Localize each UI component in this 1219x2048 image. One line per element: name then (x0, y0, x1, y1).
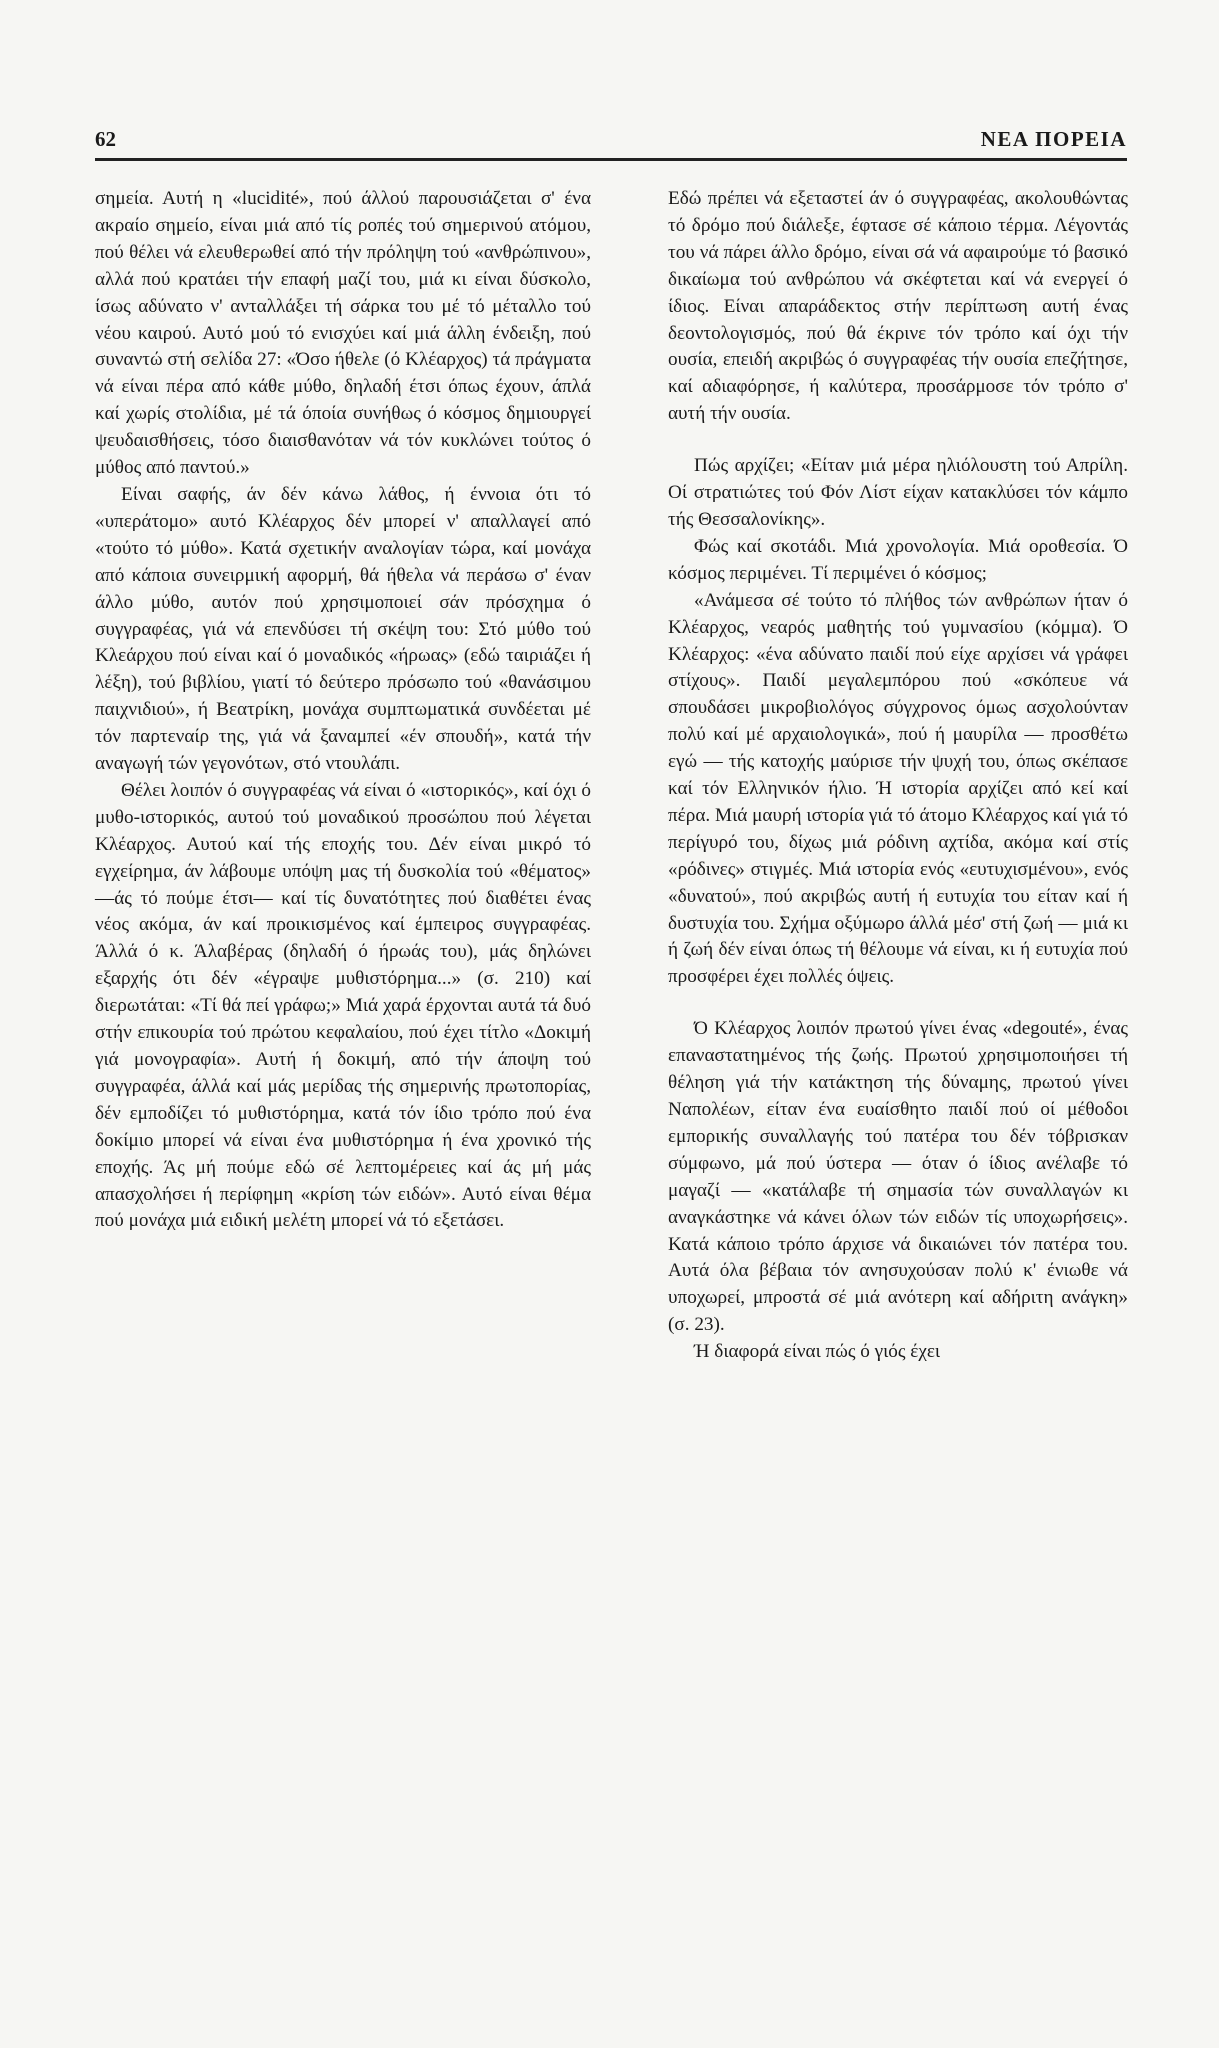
paragraph: Ό Κλέαρχος λοιπόν πρωτού γίνει ένας «degouté», ένας επαναστατημένος τής ζωής. Πρωτού χρησιμοποιήσει τή θέληση γιά τήν κατάκτηση τής δύναμης, πρωτού γίνει Ναπολέων, είταν ένα ευαίσθητο παιδί πού οί μέθοδοι εμπορικής συναλλαγής τού πατέρα του δέν τόβρισκαν σύμφωνο, μά πού ύστερα — όταν ό ίδιος ανέλαβε τό μαγαζί — «κατάλαβε τή σημασία τών συναλλαγών κι αναγκάστηκε νά κάνει όλων τών ειδών τίς υποχωρήσεις». Κατά κάποιο τρόπο άρχισε νά δικαιώνει τόν πατέρα του. Αυτά όλα βέβαια τόν ανησυχούσαν πολύ κ' ένιωθε νά υποχωρεί, μπροστά σέ μιά ανότερη καί αδήριτη ανάγκη» (σ. 23). (668, 1018, 1128, 1336)
running-header (95, 116, 1127, 152)
journal-title: ΝΕΑ ΠΟΡΕΙΑ (980, 127, 1127, 151)
paragraph: «Ανάμεσα σέ τούτο τό πλήθος τών ανθρώπων ήταν ό Κλέαρχος, νεαρός μαθητής τού γυμνασίου (κόμμα). Ό Κλέαρχος: «ένα αδύνατο παιδί πού είχε αρχίσει νά γράφει στίχους». Παιδί μεγαλεμπόρου πού «σκόπευε νά σπουδάσει μικροβιολόγος σύγχρονος όμως ασχολούνταν πολύ καί μέ αρχαιολογικά», πού ή μαυρίλα — προσθέτω εγώ — τής κατοχής μαύρισε τήν ψυχή του, όπως σκέπασε καί τόν Ελληνικόν ήλιο. Ή ιστορία αρχίζει από κεί καί πέρα. Μιά μαυρή ιστορία γιά τό άτομο Κλέαρχος καί γιά τό περίγυρό του, δίχως μιά ρόδινη αχτίδα, ακόμα καί στίς «ρόδινες» στιγμές. Μιά ιστορία ενός «ευτυχισμένου», ενός «δυνατού», πού ακριβώς αυτή ή ευτυχία του είταν καί ή δυστυχία του. Σχήμα οξύμωρο άλλά μέσ' στή ζωή — μιά κι ή ζωή δέν είναι όπως τή θέλουμε νά είναι, κι ή ευτυχία πού προσφέρει έχει πολλές όψεις. (668, 589, 1128, 988)
right-column (668, 186, 1128, 1366)
paragraph: Είναι σαφής, άν δέν κάνω λάθος, ή έννοια ότι τό «υπεράτομο» αυτό Κλέαρχος δέν μπορεί ν' απαλλαγεί από «τούτο τό μύθο». Κατά σχετικήν αναλογίαν τώρα, καί μονάχα από κάποια συνειρμική αφορμή, θά ήθελα νά περάσω σ' έναν άλλο μύθο, αυτόν πού χρησιμοποιεί σάν πρόσχημα ό συγγραφέας, γιά νά επενδύσει τή σκέψη του: Στό μύθο τού Κλεάρχου πού είναι καί ό μοναδικός «ήρωας» (εδώ ταιριάζει ή λέξη), τού βιβλίου, γιατί τό δεύτερο πρόσωπο τού «θανάσιμου παιχνιδιού», ή Βεατρίκη, μονάχα συμπτωματικά συνδέεται μέ τόν παρτεναίρ της, γιά νά ξαναμπεί «έν σπουδή», κατά τήν αναγωγή τών γεγονότων, στό ντουλάπι. (95, 483, 591, 775)
paragraph: Θέλει λοιπόν ό συγγραφέας νά είναι ό «ιστορικός», καί όχι ό μυθο-ιστορικός, αυτού τού μοναδικού προσώπου πού λέγεται Κλέαρχος. Αυτού καί τής εποχής του. Δέν είναι μικρό τό εγχείρημα, άν λάβουμε υπόψη μας τή δυσκολία τού «θέματος» —άς τό πούμε έτσι— καί τίς δυνατότητες πού διαθέτει ένας νέος ακόμα, άν καί προικισμένος καί έμπειρος συγγραφέας. Άλλά ό κ. Άλαβέρας (δηλαδή ό ήρωάς του), μάς δηλώνει εξαρχής ότι δέν «έγραψε μυθιστόρημα...» (σ. 210) καί διερωτάται: «Τί θά πεί γράφω;» Μιά χαρά έρχονται αυτά τά δυό στήν επικουρία τού πρώτου κεφαλαίου, πού έχει τίτλο «Δοκιμή γιά μονογραφία». Αυτή ή δοκιμή, από τήν άποψη τού συγγραφέα, άλλά καί μάς μερίδας τής σημερινής πρωτοπορίας, δέν εμποδίζει τό μυθιστόρημα, κατά τόν ίδιο τρόπο πού ένα δοκίμιο μπορεί νά είναι ένα μυθιστόρημα ή ένα χρονικό τής εποχής. Άς μή πούμε εδώ σέ λεπτομέρειες καί άς μή μάς απασχολήσει ή περίφημη «κρίση τών ειδών». Αυτό είναι θέμα πού μονάχα μιά ειδική μελέτη μπορεί νά τό εξετάσει. (95, 779, 591, 1232)
paragraph: σημεία. Αυτή η «lucidité», πού άλλού παρουσιάζεται σ' ένα ακραίο σημείο, είναι μιά από τίς ροπές τού σημερινού ατόμου, πού θέλει νά ελευθερωθεί από τήν πρόληψη τού «ανθρώπινου», αλλά πού κρατάει τήν επαφή μαζί του, μιά κι είναι δύσκολο, ίσως αδύνατο ν' ανταλλάξει τή σάρκα του μέ τό μέταλλο τού νέου καιρού. Αυτό μού τό ενισχύει καί μιά άλλη ένδειξη, πού συναντώ στή σελίδα 27: «Όσο ήθελε (ό Κλέαρχος) τά πράγματα νά είναι πέρα από κάθε μύθο, δηλαδή έτσι όπως έχουν, άπλά καί χωρίς στολίδια, μέ τά όποία συνήθως ό κόσμος δημιουργεί ψευδαισθήσεις, τόσο διαισθανόταν νά τόν κυκλώνει τούτος ό μύθος από παντού.» (95, 188, 591, 479)
paragraph: Φώς καί σκοτάδι. Μιά χρονολογία. Μιά οροθεσία. Ό κόσμος περιμένει. Τί περιμένει ό κόσμος; (668, 535, 1128, 584)
left-column (95, 186, 591, 1235)
paragraph: Ή διαφορά είναι πώς ό γιός έχει (694, 1341, 941, 1363)
paragraph: Εδώ πρέπει νά εξεταστεί άν ό συγγραφέας, ακολουθώντας τό δρόμο πού διάλεξε, έφτασε σέ κάποιο τέρμα. Λέγοντάς του νά πάρει άλλο δρόμο, είναι σά νά αφαιρούμε τό βασικό δικαίωμα τού ανθρώπου νά σκέφτεται καί νά ενεργεί ό ίδιος. Είναι απαράδεκτος στήν περίπτωση αυτή ένας δεοντολογισμός, πού θά έκρινε τόν τρόπο καί όχι τήν ουσία, επειδή ακριβώς ό συγγραφέας τήν ουσία επεζήτησε, καί αδιαφόρησε, ή καλύτερα, προσάρμοσε τόν τρόπο σ' αυτή τήν ουσία. (668, 188, 1128, 425)
page-number: 62 (95, 127, 116, 151)
header-rule (95, 158, 1127, 161)
paragraph: Πώς αρχίζει; «Είταν μιά μέρα ηλιόλουστη τού Απρίλη. Οί στρατιώτες τού Φόν Λίστ είχαν κατακλύσει τόν κάμπο τής Θεσσαλονίκης». (668, 455, 1128, 530)
